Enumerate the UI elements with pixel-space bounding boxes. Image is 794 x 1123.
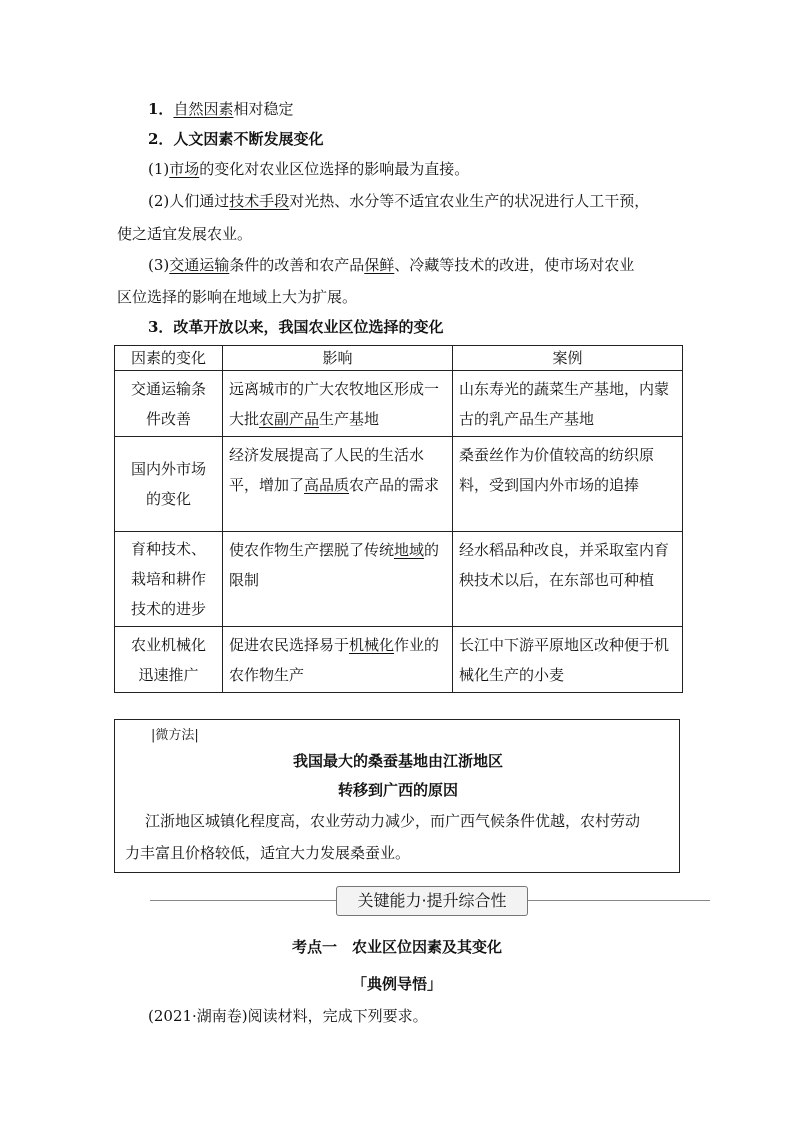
- impact-text-end: 的限制: [229, 541, 440, 589]
- factor-line: 技术的进步: [130, 600, 206, 618]
- method-body-line-2: 力丰富且价格较低，适宜大力发展桑蚕业。: [125, 844, 411, 862]
- factor-line: 的变化: [145, 490, 191, 508]
- table-row: [115, 627, 683, 693]
- subpoint-1-underlined: 市场: [169, 160, 200, 178]
- factor-line: 交通运输条: [130, 379, 206, 398]
- table-row: [115, 437, 683, 532]
- table-header-row: [115, 346, 683, 371]
- method-body-line-1: 江浙地区城镇化程度高，农业劳动力减少，而广西气候条件优越，农村劳动: [145, 812, 641, 830]
- subpoint-1: [148, 158, 469, 179]
- point-3: 3．改革开放以来，我国农业区位选择的变化: [148, 318, 444, 336]
- impact-text-end: 作业的农作物生产: [229, 636, 440, 684]
- table-header-case: 案例: [453, 346, 683, 371]
- factor-cell: [115, 627, 223, 693]
- subpoint-3: [148, 254, 634, 275]
- impact-text: 经济发展提高了人民的生活水平，增加了: [229, 446, 425, 494]
- point-1-number: 1．: [148, 100, 174, 118]
- impact-underlined: 机械化: [349, 636, 395, 654]
- subpoint-2: [148, 190, 649, 211]
- subpoint-2-prefix: (2)人们通过: [148, 192, 230, 210]
- subpoint-3-underlined: 交通运输: [169, 256, 230, 274]
- subsection-heading: 「典例导悟」: [351, 975, 442, 993]
- method-tag: |微方法|: [151, 728, 199, 743]
- point-1-underlined: 自然因素: [173, 100, 234, 118]
- impact-underlined: 地域: [394, 541, 425, 559]
- factor-cell: [115, 532, 223, 627]
- method-body: [125, 805, 673, 869]
- subpoint-1-text: 的变化对农业区位选择的影响最为直接。: [199, 160, 470, 178]
- case-cell: 山东寿光的蔬菜生产基地，内蒙古的乳产品生产基地: [453, 371, 683, 437]
- subpoint-1-prefix: (1): [148, 160, 170, 178]
- subpoint-3-text: 、冷藏等技术的改进，使市场对农业: [394, 256, 635, 274]
- table-header-factor: 因素的变化: [115, 346, 223, 371]
- method-title-line-2: 转移到广西的原因: [337, 781, 458, 799]
- method-title-line-1: 我国最大的桑蚕基地由江浙地区: [292, 752, 503, 770]
- factor-line: 育种技术、: [130, 540, 206, 558]
- subpoint-2-underlined: 技术手段: [229, 192, 290, 210]
- factor-cell: [115, 371, 223, 437]
- subpoint-2-text: 对光热、水分等不适宜农业生产的状况进行人工干预，: [289, 192, 650, 210]
- point-1: [148, 98, 293, 119]
- subpoint-3-prefix: (3): [148, 256, 170, 274]
- case-cell: 桑蚕丝作为价值较高的纺织原料，受到国内外市场的追捧: [453, 437, 683, 532]
- table-header-impact: 影响: [223, 346, 453, 371]
- impact-text-end: 生产基地: [319, 410, 380, 428]
- subpoint-3-underlined-2: 保鲜: [364, 256, 395, 274]
- factor-cell: [115, 437, 223, 532]
- point-2: 2．人文因素不断发展变化: [148, 130, 324, 148]
- subpoint-2-continued: 使之适宜发展农业。: [117, 225, 253, 243]
- section-title: 考点一 农业区位因素及其变化: [291, 938, 502, 956]
- point-1-text: 相对稳定: [233, 100, 294, 118]
- question-intro: (2021·湖南卷)阅读材料，完成下列要求。: [148, 1007, 428, 1025]
- impact-cell: [223, 437, 453, 532]
- impact-text: 使农作物生产摆脱了传统: [229, 541, 395, 559]
- table-row: [115, 371, 683, 437]
- factor-line: 国内外市场: [130, 460, 206, 478]
- factor-line: 农业机械化: [130, 635, 206, 654]
- impact-text-end: 农产品的需求: [349, 476, 440, 494]
- subpoint-3-continued: 区位选择的影响在地域上大为扩展。: [117, 288, 358, 306]
- banner-label: 关键能力·提升综合性: [336, 886, 528, 916]
- impact-text: 促进农民选择易于: [229, 636, 350, 654]
- case-cell: 长江中下游平原地区改种便于机械化生产的小麦: [453, 627, 683, 693]
- case-cell: 经水稻品种改良，并采取室内育秧技术以后，在东部也可种植: [453, 532, 683, 627]
- impact-text: 远离城市的广大农牧地区形成一大批: [229, 380, 440, 428]
- factor-change-table: [114, 345, 683, 693]
- impact-cell: [223, 627, 453, 693]
- method-box: [114, 719, 680, 873]
- factor-line: 迅速推广: [138, 665, 199, 684]
- banner-rule-right: [528, 900, 710, 901]
- impact-underlined: 高品质: [304, 476, 350, 494]
- impact-cell: [223, 532, 453, 627]
- factor-line: 栽培和耕作: [130, 570, 206, 588]
- section-banner: [150, 886, 710, 916]
- subpoint-3-mid: 条件的改善和农产品: [229, 256, 365, 274]
- banner-rule-left: [150, 900, 336, 901]
- table-row: [115, 532, 683, 627]
- impact-cell: [223, 371, 453, 437]
- impact-underlined: 农副产品: [259, 410, 320, 428]
- factor-line: 件改善: [145, 409, 191, 428]
